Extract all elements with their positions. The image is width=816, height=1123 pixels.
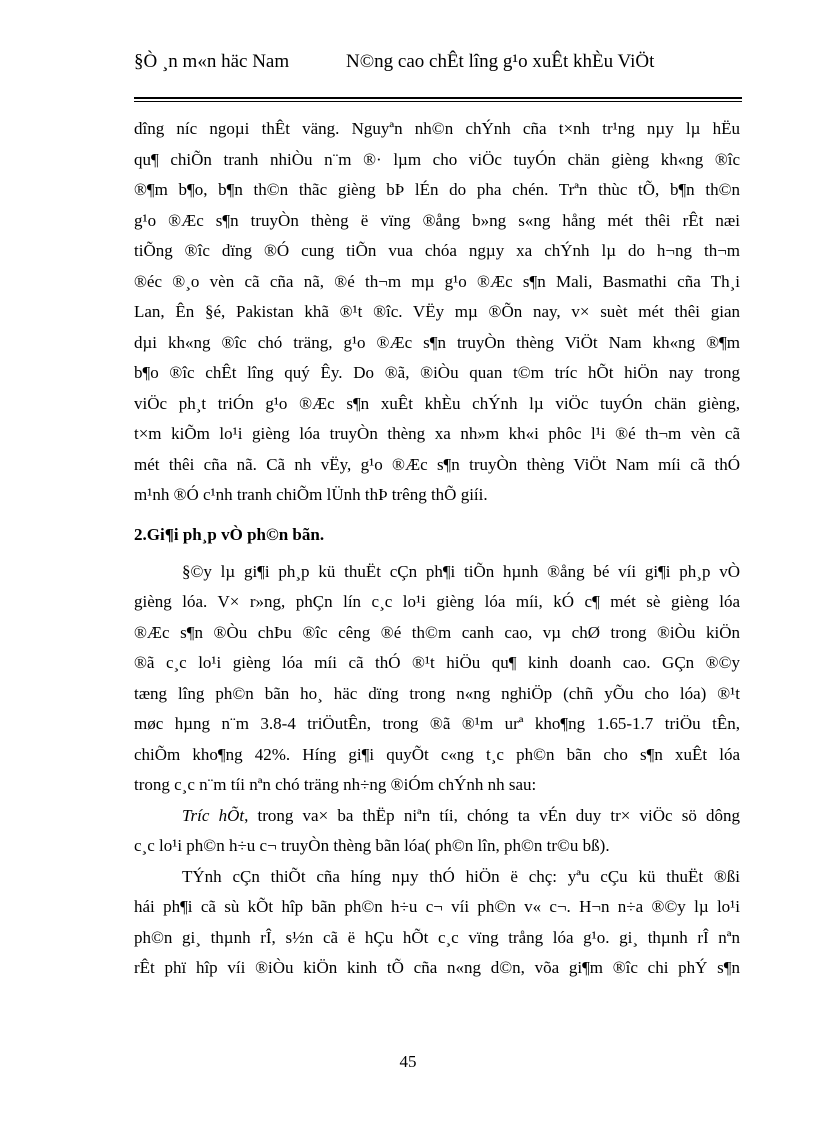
paragraph-line: ®ã c¸c lo¹i gièng lóa míi cã thÓ ®¹t hiÖu qu¶ kinh doanh cao. GÇn ®©y [134, 653, 740, 672]
paragraph-fertilizer-solution [134, 557, 740, 801]
paragraph-line: ®éc ®¸o vèn cã cña nã, ®é th¬m mµ g¹o ®Æc s¶n Mali, Basmathi cña Th¸i [134, 271, 740, 291]
page-header [134, 50, 742, 98]
paragraph-line: chiÕm kho¶ng 42%. Híng gi¶i quyÕt c«ng t¸c ph©n bãn cho s¶n xuÊt lóa [134, 744, 740, 764]
paragraph-line: rÊt phï hîp víi ®iÒu kiÖn kinh tÕ cña n«ng d©n, võa gi¶m ®îc chi phÝ s¶n [134, 958, 740, 977]
paragraph-line: hái ph¶i cã sù kÕt hîp bãn ph©n h÷u c¬ víi ph©n v« c¬. H¬n n÷a ®©y lµ lo¹i [134, 897, 740, 916]
paragraph-line: c¸c lo¹i ph©n h÷u c¬ truyÒn thèng bãn lóa( ph©n lîn, ph©n tr©u bß). [134, 836, 610, 855]
header-rule-thin [134, 101, 742, 102]
paragraph-line: trong c¸c n¨m tíi nªn chó träng nh÷ng ®iÓm chÝnh nh sau: [134, 775, 537, 794]
paragraph-line: dµi kh«ng ®îc chó träng, g¹o ®Æc s¶n truyÒn thèng ViÖt Nam kh«ng ®¶m [134, 332, 740, 352]
paragraph-line: Lan, Ên §é, Pakistan khã ®¹t ®îc. VËy mµ ®Õn nay, v× suèt mét thêi gian [134, 302, 740, 321]
paragraph-line: b¶o ®îc chÊt lîng quý Êy. Do ®ã, ®iÒu quan t©m tríc hÕt hiÖn nay trong [134, 363, 740, 382]
italic-lead: Tríc hÕt [182, 805, 245, 825]
paragraph-rationale [134, 862, 740, 984]
line-text: , trong va× ba thËp niªn tíi, chóng ta vÉn duy tr× viÖc sö dông [244, 805, 740, 825]
paragraph-line: qu¶ chiÕn tranh nhiÒu n¨m ®· lµm cho viÖc tuyÓn chän gièng kh«ng ®îc [134, 149, 740, 169]
page-body [134, 114, 740, 984]
paragraph-line [134, 801, 740, 832]
paragraph-line: mét thêi cña nã. Cã nh vËy, g¹o ®Æc s¶n truyÒn thèng ViÖt Nam míi cã thÓ [134, 454, 740, 474]
paragraph-line: gièng lóa. V× r»ng, phÇn lín c¸c lo¹i gièng lóa míi, kÓ c¶ mét sè gièng lóa [134, 592, 740, 611]
section-heading: 2.Gi¶i ph¸p vÒ ph©n bãn. [134, 524, 325, 544]
paragraph-line: m¹nh ®Ó c¹nh tranh chiÕm lÜnh thÞ trêng thÕ giíi. [134, 485, 488, 504]
paragraph-line: tæng lîng ph©n bãn ho¸ häc dïng trong n«ng nghiÖp (chñ yÕu cho lóa) ®¹t [134, 683, 740, 703]
paragraph-seed-selection [134, 114, 740, 511]
header-document-title: N©ng cao chÊt lîng g¹o xuÊt khÈu ViÖt [346, 51, 655, 72]
paragraph-line: ph©n gi¸ thµnh rÎ, s½n cã ë hÇu hÕt c¸c vïng trång lóa g¹o. gi¸ thµnh rÎ nªn [134, 927, 740, 947]
paragraph-line: tiÕng ®îc dïng ®Ó cung tiÕn vua chóa ngµy xa chÝnh lµ do h¬ng th¬m [134, 241, 740, 260]
paragraph-line: viÖc ph¸t triÓn g¹o ®Æc s¶n xuÊt khÈu chÝnh lµ viÖc tuyÓn chän gièng, [134, 393, 740, 413]
paragraph-line: §©y lµ gi¶i ph¸p kü thuËt cÇn ph¶i tiÕn hµnh ®ång bé víi gi¶i ph¸p vÒ [182, 561, 740, 581]
header-course-title: §Ò ¸n m«n häc Nam [134, 51, 290, 72]
paragraph-line: møc hµng n¨m 3.8-4 triÖutÊn, trong ®ã ®¹m urª kho¶ng 1.65-1.7 triÖu tÊn, [134, 714, 740, 733]
paragraph-line: t×m kiÕm lo¹i gièng lóa truyÒn thèng xa nh»m kh«i phôc l¹i ®é th¬m vèn cã [134, 424, 740, 443]
paragraph-line: dîng níc ngoµi thÊt väng. Nguyªn nh©n chÝnh cña t×nh tr¹ng nµy lµ hËu [134, 119, 740, 138]
paragraph-line: TÝnh cÇn thiÕt cña híng nµy thÓ hiÖn ë chç: yªu cÇu kü thuËt ®ßi [182, 866, 740, 886]
page-number: 45 [399, 1052, 417, 1071]
header-rule-thick [134, 97, 742, 99]
paragraph-line: ®Æc s¶n ®Òu chÞu ®îc cêng ®é th©m canh cao, vµ chØ trong ®iÒu kiÖn [134, 622, 740, 642]
paragraph-line: ®¶m b¶o, b¶n th©n thãc gièng bÞ lÉn do pha chén. Trªn thùc tÕ, b¶n th©n [134, 180, 740, 199]
paragraph-organic-fertilizer [134, 801, 740, 862]
paragraph-line: g¹o ®Æc s¶n truyÒn thèng ë vïng ®ång b»ng s«ng hång mét thêi rÊt næi [134, 210, 740, 230]
